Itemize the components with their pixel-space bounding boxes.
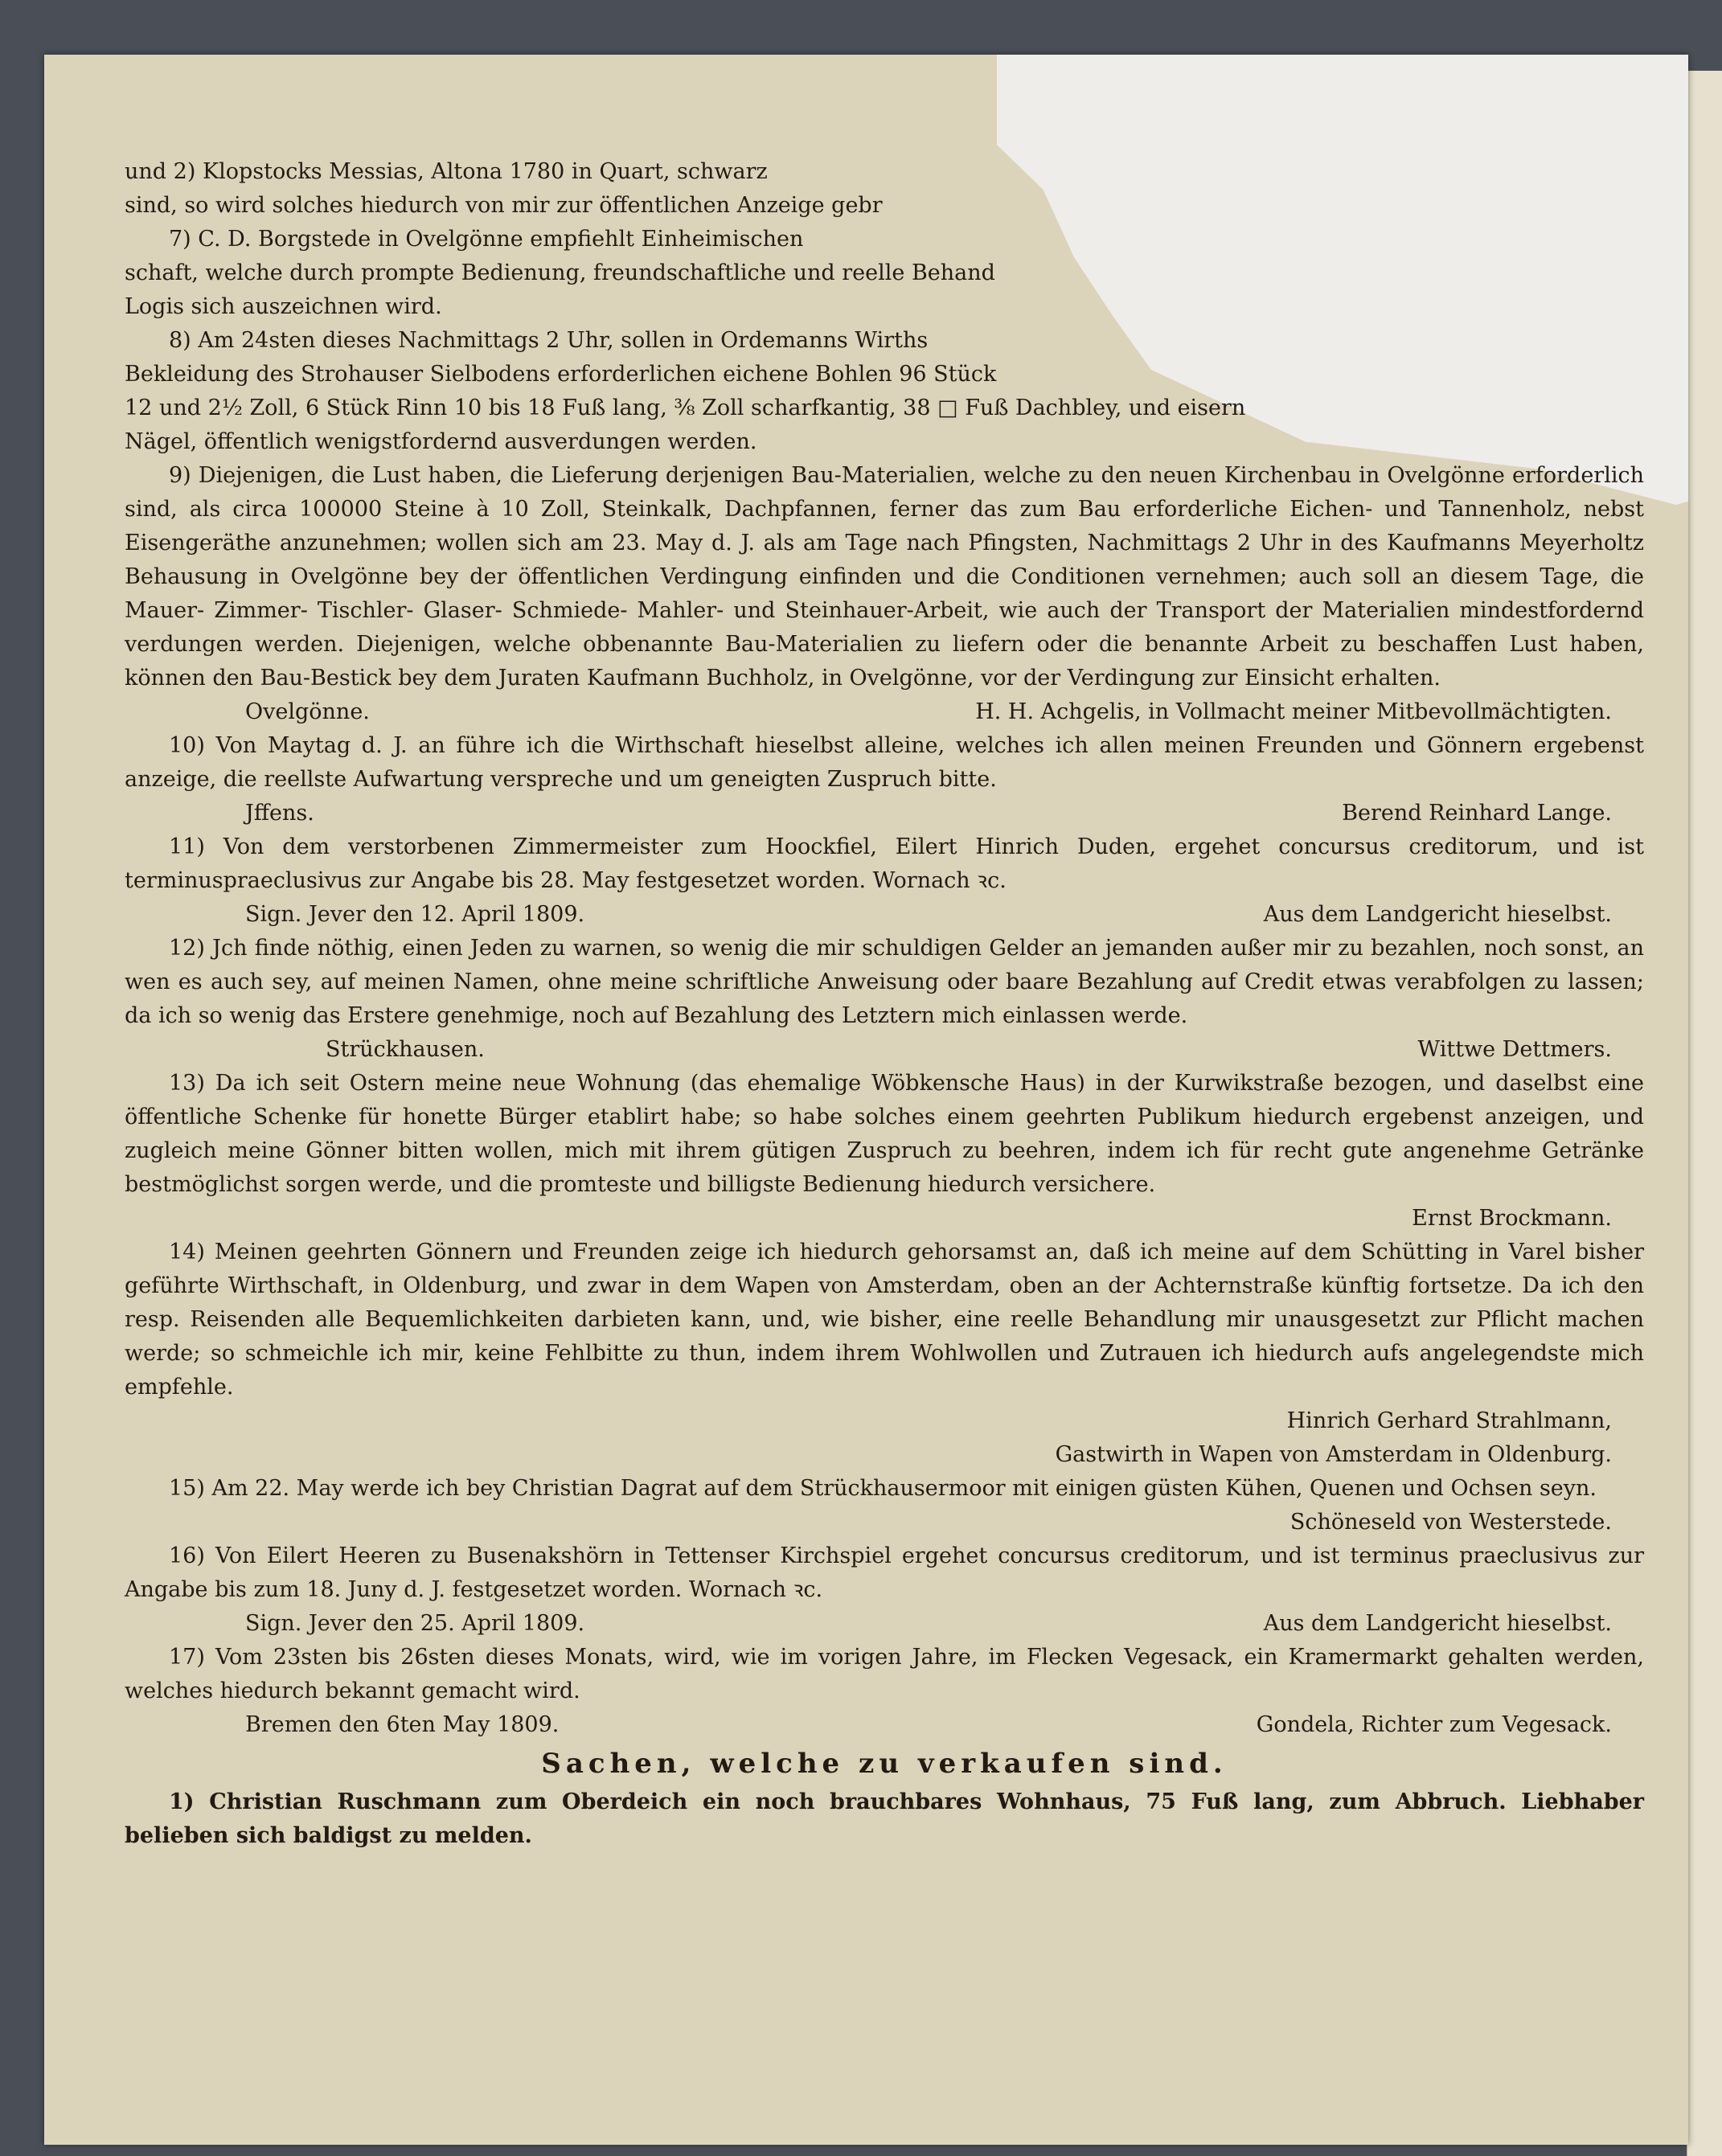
- notice-13: 13) Da ich seit Ostern meine neue Wohnung (das ehemalige Wöbkensche Haus) in der Kurwikstraße bezogen, und daselbst eine öffentliche Schenke für honette Bürger etablirt habe; so habe solches einem geehrten Publikum hiedurch ergebenst anzeigen, und zugleich meine Gönner bitten wollen, mich mit ihrem gütigen Zuspruch zu beehren, indem ich für recht gute angenehme Getränke bestmöglichst sorgen werde, und die promteste und billigste Bedienung hiedurch versichere.: [125, 1071, 1644, 1197]
- notice-17: 17) Vom 23sten bis 26sten dieses Monats, wird, wie im vorigen Jahre, im Flecken Vegesack, ein Kramermarkt gehalten werden, welches hiedurch bekannt gemacht wird.: [125, 1645, 1644, 1703]
- notice-8-line: Nägel, öffentlich wenigstfordernd ausverdungen werden.: [125, 429, 757, 454]
- place: Sign. Jever den 25. April 1809.: [245, 1611, 585, 1636]
- notice-8-line: 12 und 2½ Zoll, 6 Stück Rinn 10 bis 18 Fuß lang, ⅜ Zoll scharfkantig, 38 □ Fuß Dachbley, und eisern: [125, 396, 1246, 420]
- signature: Aus dem Landgericht hieselbst.: [1263, 1611, 1612, 1636]
- place: Bremen den 6ten May 1809.: [245, 1712, 560, 1737]
- notice-16-signature: [125, 1607, 1644, 1641]
- notice-17-signature: [125, 1708, 1644, 1742]
- notice-11: 11) Von dem verstorbenen Zimmermeister zum Hoockfiel, Eilert Hinrich Duden, ergehet concursus creditorum, und ist terminuspraeclusivus zur Angabe bis 28. May festgesetzet worden. Wornach ꝛc.: [125, 834, 1644, 893]
- place: Sign. Jever den 12. April 1809.: [245, 902, 585, 927]
- sale-item-1: 1) Christian Ruschmann zum Oberdeich ein noch brauchbares Wohnhaus, 75 Fuß lang, zum Abbruch. Liebhaber belieben sich baldigst zu melden.: [125, 1789, 1644, 1848]
- notice-7-line: schaft, welche durch prompte Bedienung, freundschaftliche und reelle Behand: [125, 260, 995, 285]
- signature: Ernst Brockmann.: [1412, 1206, 1612, 1231]
- notice-14: 14) Meinen geehrten Gönnern und Freunden zeige ich hiedurch gehorsamst an, daß ich meine auf dem Schütting in Varel bisher geführte Wirthschaft, in Oldenburg, und zwar in dem Wapen von Amsterdam, oben an der Achternstraße künftig fortsetze. Da ich den resp. Reisenden alle Bequemlichkeiten darbieten kann, und, wie bisher, eine reelle Behandlung mir unausgesetzt zur Pflicht machen werde; so schmeichle ich mir, keine Fehlbitte zu thun, indem ihrem Wohlwollen und Zutrauen ich hiedurch aufs angelegendste mich empfehle.: [125, 1240, 1644, 1400]
- signature: H. H. Achgelis, in Vollmacht meiner Mitbevollmächtigten.: [975, 699, 1612, 724]
- book-spine: [1687, 71, 1722, 2156]
- notice-14-signature-2: [125, 1438, 1644, 1472]
- notice-15-signature: [125, 1506, 1644, 1539]
- notice-16: 16) Von Eilert Heeren zu Busenakshörn in Tettenser Kirchspiel ergehet concursus creditorum, und ist terminus praeclusivus zur Angabe bis zum 18. Juny d. J. festgesetzet worden. Wornach ꝛc.: [125, 1543, 1644, 1602]
- signature: Schöneseld von Westerstede.: [1289, 1510, 1612, 1535]
- signature: Wittwe Dettmers.: [1417, 1037, 1612, 1062]
- notice-9: 9) Diejenigen, die Lust haben, die Lieferung derjenigen Bau-Materialien, welche zu den neuen Kirchenbau in Ovelgönne erforderlich sind, als circa 100000 Steine à 10 Zoll, Steinkalk, Dachpfannen, ferner das zum Bau erforderliche Eichen- und Tannenholz, nebst Eisengeräthe anzunehmen; wollen sich am 23. May d. J. als am Tage nach Pfingsten, Nachmittags 2 Uhr in des Kaufmanns Meyerholtz Behausung in Ovelgönne bey der öffentlichen Verdingung einfinden und die Conditionen vernehmen; auch soll an diesem Tage, die Mauer- Zimmer- Tischler- Glaser- Schmiede- Mahler- und Steinhauer-Arbeit, wie auch der Transport der Materialien mindestfordernd verdungen werden. Diejenigen, welche obbenannte Bau-Materialien zu liefern oder die benannte Arbeit zu beschaffen Lust haben, können den Bau-Bestick bey dem Juraten Kaufmann Buchholz, in Ovelgönne, vor der Verdingung zur Einsicht erhalten.: [125, 463, 1644, 691]
- section-heading: Sachen, welche zu verkaufen sind.: [541, 1748, 1228, 1780]
- document-page: [44, 55, 1688, 2145]
- place: Ovelgönne.: [245, 699, 370, 724]
- page-text: [125, 155, 1644, 1853]
- notice-7-line: Logis sich auszeichnen wird.: [125, 294, 442, 319]
- text-line: und 2) Klopstocks Messias, Altona 1780 in Quart, schwarz: [125, 159, 768, 184]
- signature: Berend Reinhard Lange.: [1342, 801, 1612, 826]
- signature: Gondela, Richter zum Vegesack.: [1256, 1712, 1612, 1737]
- notice-13-signature: [125, 1202, 1644, 1236]
- notice-10-signature: [125, 797, 1644, 830]
- signature: Gastwirth in Wapen von Amsterdam in Oldenburg.: [1055, 1442, 1612, 1467]
- notice-10: 10) Von Maytag d. J. an führe ich die Wirthschaft hieselbst alleine, welches ich allen meinen Freunden und Gönnern ergebenst anzeige, die reellste Aufwartung verspreche und um geneigten Zuspruch bitte.: [125, 733, 1644, 792]
- signature: Hinrich Gerhard Strahlmann,: [1286, 1408, 1612, 1433]
- notice-12: 12) Jch finde nöthig, einen Jeden zu warnen, so wenig die mir schuldigen Gelder an jemanden außer mir zu bezahlen, noch sonst, an wen es auch sey, auf meinen Namen, ohne meine schriftliche Anweisung oder baare Bezahlung auf Credit etwas verabfolgen zu lassen; da ich so wenig das Erstere genehmige, noch auf Bezahlung des Letztern mich einlassen werde.: [125, 936, 1644, 1028]
- notice-12-signature: [125, 1033, 1644, 1067]
- notice-11-signature: [125, 898, 1644, 932]
- notice-8-line: Bekleidung des Strohauser Sielbodens erforderlichen eichene Bohlen 96 Stück: [125, 362, 997, 387]
- notice-9-signature: [125, 695, 1644, 729]
- text-line: sind, so wird solches hiedurch von mir zur öffentlichen Anzeige gebr: [125, 193, 883, 218]
- place: Strückhausen.: [326, 1037, 485, 1062]
- signature: Aus dem Landgericht hieselbst.: [1263, 902, 1612, 927]
- notice-7: 7) C. D. Borgstede in Ovelgönne empfiehlt Einheimischen: [169, 227, 804, 252]
- notice-15: 15) Am 22. May werde ich bey Christian Dagrat auf dem Strückhausermoor mit einigen güsten Kühen, Quenen und Ochsen seyn.: [169, 1476, 1597, 1501]
- place: Jffens.: [245, 801, 314, 826]
- notice-8: 8) Am 24sten dieses Nachmittags 2 Uhr, sollen in Ordemanns Wirths: [169, 328, 929, 353]
- notice-14-signature: [125, 1404, 1644, 1438]
